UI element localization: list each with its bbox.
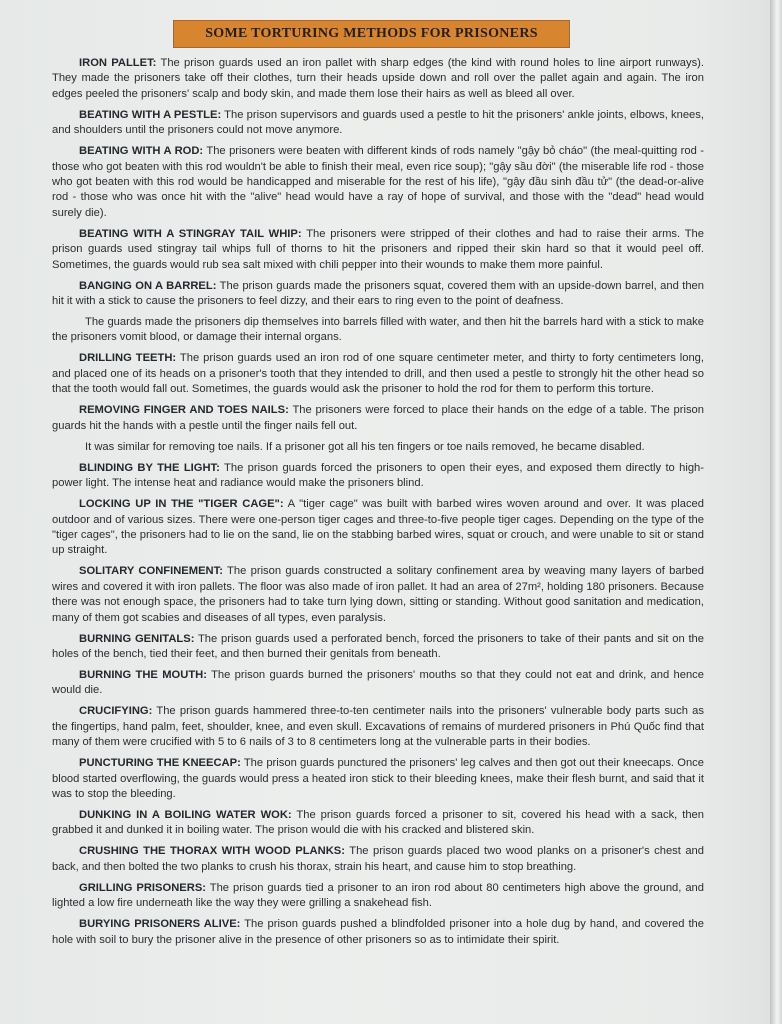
page-title: SOME TORTURING METHODS FOR PRISONERS	[205, 26, 538, 41]
paragraph-text: The prison guards placed two wood planks on a prisoner's chest and back, and then bolted the two planks to crush his thorax, strain his heart, and cause him to stop breathing.	[52, 845, 705, 873]
paragraph-genitals	[52, 632, 704, 663]
paragraph-text: The prisoners were stripped of their clothes and had to raise their arms. The prison guards used stingray tail whips full of thorns to hit the prisoners and ripped their skin hard so that it would peel off. Sometimes, the guards would rub sea salt mixed with chili pepper into their wounds to make them more painful.	[52, 227, 704, 271]
paragraph-heading: LOCKING UP IN THE "TIGER CAGE":	[79, 498, 284, 511]
paragraph-mouth	[52, 668, 704, 699]
paragraph-text: The prison guards made the prisoners squat, covered them with an upside-down barrel, and then hit it with a stick to cause the prisoners to feel dizzy, and their ears to ring even to the point of deafness.	[52, 279, 704, 308]
paragraph-text: The prison guards used an iron rod of one square centimeter meter, and thirty to forty centimeters long, and placed one of its heads on a prisoner's tooth that they intended to drill, and then used a pestle to strongly hit the other head so that the tooth would fall out. Sometimes, the guards would ask the prisoner to hold the rod for them to perform this torture.	[52, 352, 704, 396]
paragraph-text: The prison guards forced a prisoner to sit, covered his head with a sack, then grabbed it and dunked it in boiling water. The prison would die with his cracked and blistered skin.	[52, 808, 704, 837]
paragraph-text: The prison guards forced the prisoners to open their eyes, and exposed them directly to high-power light. The intense heat and radiance would make the prisoners blind.	[52, 461, 705, 490]
paragraph-crucifying	[52, 704, 704, 750]
paragraph-barrel	[52, 279, 704, 310]
paragraph-text: The prison guards burned the prisoners' mouths so that they could not eat and drink, and hence would die.	[52, 668, 704, 697]
paragraph-text: The prison guards hammered three-to-ten centimeter nails into the prisoners' vulnerable body parts such as the fingertips, hand palm, feet, shoulder, knee, and even skull. Excavations of remains of murdered prisoners in Phú Quốc find that many of them were crucified with 5 to 6 nails of 3 to 8 centimeters long at the vulnerable parts in their bodies.	[52, 705, 704, 749]
paragraph-text: A "tiger cage" was built with barbed wires woven around and over. It was placed outdoor and of various sizes. There were one-person tiger cages and three-to-five people tiger cages. Depending on the type of the "tiger cages", the prisoners had to lie on the sand, lie on the stabbing barbed wires, squat or crouch, and were unable to sit or stand up straight.	[52, 498, 704, 557]
paragraph-kneecap	[52, 756, 704, 802]
paragraph-heading: BEATING WITH A PESTLE:	[79, 108, 222, 121]
paragraph-heading: SOLITARY CONFINEMENT:	[79, 565, 223, 578]
paragraph-text: The prison guards constructed a solitary confinement area by weaving many layers of barbed wires and covered it with iron pallets. The floor was also made of iron pallet. It had an area of 27m², holding 180 prisoners. Because there was not enough space, the prisoners had to take turn lying down, sitting or standing. Without good sanitation and medication, many of them got scabies and diseases of all types, even paralysis.	[52, 565, 704, 624]
title-banner	[173, 20, 570, 48]
paragraph-heading: GRILLING PRISONERS:	[79, 881, 207, 894]
paragraph-drilling	[52, 351, 704, 397]
paragraph-text: The prison guards used a perforated bench, forced the prisoners to take of their pants and sit on the holes of the bench, tied their feet, and then burned their genitals from beneath.	[52, 632, 704, 660]
paragraph-iron-pallet	[52, 56, 704, 102]
paragraph-text: The prison guards punctured the prisoners' leg calves and then got out their kneecaps. Once blood started overflowing, the guards would press a heated iron stick to their bleeding knees, make their flesh burnt, and said that it was to stop the bleeding.	[52, 757, 704, 800]
paragraph-heading: BURNING GENITALS:	[79, 632, 195, 645]
paragraph-text: The prison guards tied a prisoner to an iron rod about 80 centimeters high above the ground, and lighted a low fire underneath like the way they were grilling a snakehead fish.	[52, 881, 704, 910]
paragraph-heading: BEATING WITH A ROD:	[79, 145, 204, 158]
paragraph-text: It was similar for removing toe nails. If a prisoner got all his ten fingers or toe nails removed, he became disabled.	[85, 440, 645, 453]
paragraph-wok	[52, 808, 704, 839]
paragraph-burying	[52, 917, 704, 948]
paragraph-blinding	[52, 461, 704, 492]
page-edge	[770, 0, 782, 1024]
paragraph-toe-nails	[52, 440, 704, 455]
paragraph-solitary	[52, 564, 704, 626]
paragraph-heading: REMOVING FINGER AND TOES NAILS:	[79, 404, 289, 417]
paragraph-heading: BURYING PRISONERS ALIVE:	[79, 918, 241, 931]
paragraph-heading: DRILLING TEETH:	[79, 352, 177, 365]
paragraph-text: The guards made the prisoners dip themselves into barrels filled with water, and then hit the barrels hard with a stick to make the prisoners vomit blood, or damage their internal organs.	[52, 316, 704, 344]
paragraph-text: The prison guards pushed a blindfolded prisoner into a hole dug by hand, and covered the hole with soil to bury the prisoner alive in the presence of other prisoners so as to intimidate their spirit.	[52, 918, 704, 946]
article-body	[52, 56, 704, 954]
paragraph-text: The prison guards used an iron pallet with sharp edges (the kind with round holes to line airport runways). They made the prisoners take off their clothes, turn their heads upside down and roll over the pallet again and again. The iron edges peeled the prisoners' scalp and body skin, and made them lose their hairs as well as bleed all over.	[52, 57, 705, 100]
paragraph-heading: BURNING THE MOUTH:	[79, 668, 207, 681]
paragraph-heading: PUNCTURING THE KNEECAP:	[79, 757, 241, 770]
paragraph-text: The prison supervisors and guards used a pestle to hit the prisoners' ankle joints, elbows, knees, and shoulders until the prisoners could not move anymore.	[52, 108, 704, 137]
paragraph-rod	[52, 144, 704, 221]
paragraph-stingray	[52, 227, 704, 273]
paragraph-pestle	[52, 108, 704, 139]
paragraph-text: The prisoners were forced to place their hands on the edge of a table. The prison guards hit the hands with a pestle until the finger nails fell out.	[52, 404, 704, 432]
paragraph-text: The prisoners were beaten with different kinds of rods namely "gậy bỏ cháo" (the meal-quitting rod - those who got beaten with this rod wouldn't be able to finish their meal, even rice soup); "gậy sầu đời" (the miserable life rod - those who got beaten with this rod would be handicapped and miserable for the rest of his life), "gậy đầu sinh đầu tử" (the dead-or-alive rod - those who was once hit with the "alive" head would have a ray of hope of survival, and those with the "dead" head would surely die).	[52, 145, 704, 219]
paragraph-heading: BLINDING BY THE LIGHT:	[79, 461, 220, 474]
paragraph-heading: DUNKING IN A BOILING WATER WOK:	[79, 808, 292, 821]
paragraph-heading: CRUSHING THE THORAX WITH WOOD PLANKS:	[79, 845, 345, 858]
paragraph-heading: BANGING ON A BARREL:	[79, 279, 217, 292]
paragraph-barrel-water	[52, 315, 704, 346]
paragraph-heading: CRUCIFYING:	[79, 705, 153, 718]
paragraph-heading: BEATING WITH A STINGRAY TAIL WHIP:	[79, 227, 302, 240]
paragraph-nails	[52, 403, 704, 434]
paragraph-thorax	[52, 844, 704, 875]
paragraph-grilling	[52, 881, 704, 912]
paragraph-heading: IRON PALLET:	[79, 57, 157, 69]
paragraph-tiger-cage	[52, 497, 704, 559]
